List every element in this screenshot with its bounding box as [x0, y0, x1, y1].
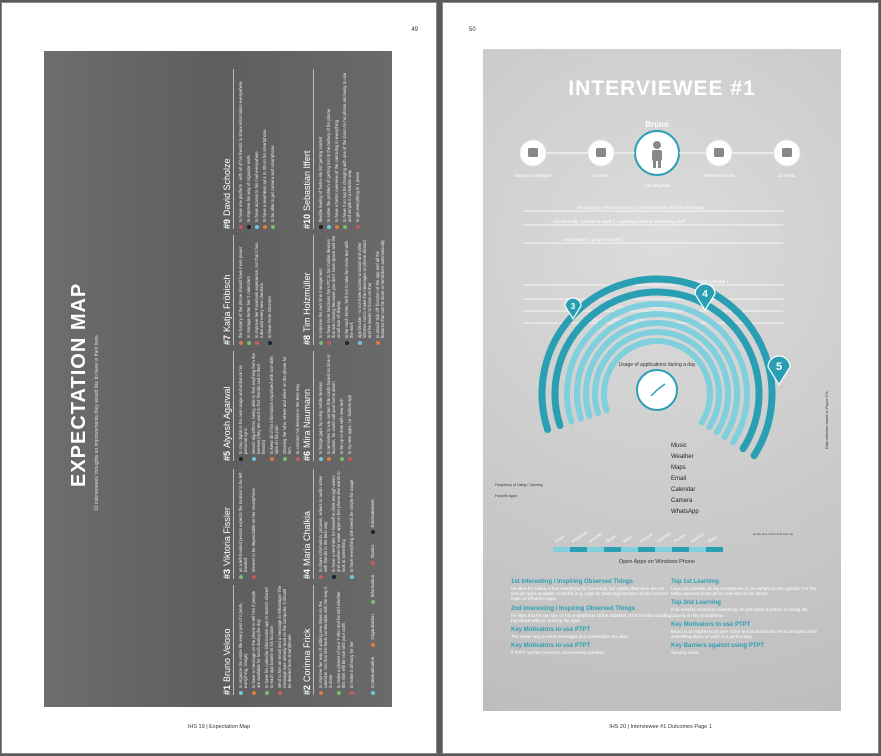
expectation-text: to solve the problem of getting lost in the battery of his phone — [326, 108, 331, 222]
attribute-glyph — [528, 148, 538, 157]
frequency-label: 1-2 min. ( private ): checking weather — [609, 305, 685, 310]
bar-segment — [672, 547, 689, 552]
expectation-text: to have his calendar information app in Munich shared to each app based on his location — [264, 587, 274, 688]
interviewee-panel — [483, 49, 841, 711]
attribute-item — [588, 140, 614, 178]
person-age: Age 30 years — [643, 183, 671, 188]
finding-heading: Key Motivators to use PTPT — [671, 621, 751, 628]
expectation-text: to make it all easy for her — [349, 641, 354, 688]
expectation-text: app blocker - to not have access to social and other internet, not to make the messages or phone distract and he needs to focus on that — [357, 240, 372, 338]
expectation-text: the battery of the phone should have more power — [238, 246, 243, 338]
expectation-text: showing the 'who, where and when' on the phone for him — [282, 356, 292, 454]
legend-label: Organization — [370, 614, 375, 640]
findings-right — [671, 579, 821, 659]
expectation-text: to be much better, he'll not to take fun more text with the work — [344, 241, 354, 338]
attribute-glyph — [714, 148, 724, 157]
expectation-text: to get everything in 1 place — [355, 171, 360, 222]
bar-segment — [604, 547, 621, 552]
person-name-text: Katja Fröbisch — [222, 274, 232, 332]
category-dot — [252, 575, 256, 579]
category-dot — [278, 691, 282, 695]
bar-note: as the size of the dots from as — [753, 532, 794, 536]
person-name — [222, 469, 234, 579]
finding-text: Bruno is an experienced user of the technical devices. He is annoyed when something does not work in a perfect way. — [671, 628, 818, 640]
category-dot — [332, 575, 336, 579]
person-column — [302, 235, 388, 345]
expectation-item — [318, 585, 333, 695]
map-title: EXPECTATION MAP — [68, 282, 90, 487]
category-dot — [327, 341, 331, 345]
frequency-marker — [565, 298, 581, 319]
person-number: #2 — [302, 684, 312, 695]
side-note: Data collection based on Figure 17a — [825, 391, 829, 449]
expectation-text: to reminder to use certain little cards based on time or location, he could call your home alarm — [326, 354, 336, 454]
category-dot — [255, 225, 259, 229]
app-label: Weather — [671, 454, 694, 460]
page-footer: IHS 19 | Expectation Map — [187, 724, 251, 730]
expectation-text: to have a reminder for herself to drink enough water, and another for water apps on her phone she wants to look at something — [331, 471, 346, 572]
expectation-text: to organize his entire life every part of it (work, everything, image) — [238, 602, 248, 688]
expectation-item — [375, 235, 385, 345]
person-name — [222, 69, 234, 229]
usage-infographic — [483, 49, 841, 569]
category-dot — [319, 457, 323, 461]
category-dot — [327, 225, 331, 229]
category-dot — [327, 457, 331, 461]
category-dot — [319, 691, 323, 695]
legend-item — [370, 499, 375, 534]
attribute-item — [774, 140, 800, 178]
bar-label: Email — [553, 533, 565, 544]
expectation-item — [262, 69, 267, 229]
finding-heading: Key Motivators to use PTPT — [511, 627, 591, 634]
attribute-item — [514, 140, 553, 178]
person-name — [302, 69, 314, 229]
category-dot — [348, 457, 352, 461]
expectation-text: to attach 'tick off' function of the app and all the features that can be done or reminders automatically — [375, 240, 385, 338]
attribute-item — [704, 140, 735, 178]
expectation-text: send to him an email and a message in Whatsapp! The message was already read on the computer, it should be deleted from smartphone! — [277, 585, 292, 688]
finding-heading: Key Barriers against using PTPT — [671, 643, 765, 650]
bar-label: Skype — [604, 533, 617, 544]
expectation-text: to have more functions from PC to his mobile devices that are missing because you don't have space and the small size of display — [326, 235, 341, 338]
expectation-text: to keep all of his information organized with sort-able tabs on his part — [269, 356, 279, 454]
category-dot — [239, 341, 243, 345]
person-name-text: Sebastian Iffert — [302, 150, 312, 211]
app-label: Maps — [671, 465, 686, 471]
person-column — [222, 69, 278, 229]
finding-heading: 1st Interesting / Inspiring Observed Things — [511, 579, 634, 585]
expectation-text: to connect his devices in the best way — [295, 383, 300, 454]
category-dot — [319, 341, 323, 345]
category-dot — [255, 341, 259, 345]
legend-item — [370, 614, 375, 647]
category-dot — [319, 575, 323, 579]
person-name — [222, 585, 234, 695]
person-name-text: Viktoria Fissler — [222, 507, 232, 566]
person-column — [222, 469, 259, 579]
category-dot — [283, 457, 287, 461]
expectation-text: to have one platform - with all of his friends to share information everywhere — [238, 81, 243, 222]
person-name — [302, 235, 314, 345]
person-name — [222, 351, 234, 461]
expectation-text: to improve her Facebook experience, not that it has rules and every new checkins — [254, 242, 264, 338]
person-name-text: Mira Naumann — [302, 388, 312, 448]
expectation-item — [318, 351, 323, 461]
bar-segment — [587, 547, 604, 552]
legend-item — [370, 544, 375, 564]
expectation-item — [251, 469, 256, 579]
expectation-item — [277, 585, 292, 695]
expectation-item — [326, 235, 341, 345]
expectation-item — [238, 585, 248, 695]
person-column — [222, 351, 303, 461]
expectation-item — [339, 351, 344, 461]
expectation-item — [344, 235, 354, 345]
expectation-item — [349, 585, 354, 695]
person-number: #5 — [222, 450, 232, 461]
map-legend — [370, 499, 375, 695]
person-number: #8 — [302, 334, 312, 345]
expectation-item — [326, 351, 336, 461]
app-label: Calendar — [671, 487, 696, 493]
expectation-text: to stay digital in his own usage and enhance his personal sync — [238, 365, 248, 454]
person-name — [222, 235, 234, 345]
category-dot — [239, 225, 243, 229]
expectation-text: internet to be dependable on her smartphone — [251, 488, 256, 572]
category-dot — [239, 691, 243, 695]
bar-label: Photos — [672, 532, 686, 544]
attribute-label: Interactive Designer — [513, 173, 553, 178]
person-number: #3 — [222, 568, 232, 579]
bar-segment — [689, 547, 706, 552]
app-label: WhatsApp — [671, 509, 699, 515]
person-name-text: Corinna Frick — [302, 628, 312, 682]
bar-label: Music — [621, 533, 634, 544]
frequency-label: occasionally ( private & work ): capturing notes & interesting stuff — [553, 219, 685, 224]
expectation-text: to improve her way of adding new dates on the calendar. Not that she feels comfortable with the way it is done — [318, 586, 333, 688]
expectation-item — [251, 351, 266, 461]
expectation-item — [254, 69, 259, 229]
frequency-label: private — [674, 293, 688, 298]
person-name-text: David Scholze — [222, 158, 232, 216]
person-column — [222, 235, 275, 345]
category-dot — [239, 457, 243, 461]
expectation-item — [238, 235, 243, 345]
bar-label: WhatsApp — [570, 529, 589, 544]
attribute-glyph — [596, 148, 606, 157]
finding-heading: Top 2nd Learning — [671, 600, 721, 607]
category-dot — [343, 225, 347, 229]
finding-text: Uses his calendar on the smartphone to see what's on the agenda. For the tasks overview looks at his calendar on the laptop. — [671, 586, 817, 597]
finding-text: If he need to memorize something, he just takes a picture on using the camera on his smartphone. — [671, 607, 808, 618]
attribute-glyph — [782, 148, 792, 157]
bar-caption: Open Apps on Windows Phone — [618, 559, 696, 565]
marker-number: 3 — [570, 302, 576, 311]
category-dot — [358, 341, 362, 345]
expectation-text: to be able to get camera and smartphone — [270, 145, 275, 222]
interviewee-title: INTERVIEWEE #1 — [568, 77, 756, 100]
expectation-item — [238, 69, 243, 229]
frequency-label: during work ( private & work ) — [585, 317, 645, 322]
expectation-text: to improve his own time management — [318, 268, 323, 338]
frequency-label: occasionally ( private & work ) — [562, 237, 624, 242]
finding-heading: Key Motivators to use PTPT — [511, 643, 591, 650]
category-dot — [340, 457, 344, 461]
category-dot — [376, 341, 380, 345]
app-label: Music — [671, 443, 687, 449]
legend-label: Information — [370, 574, 375, 598]
category-dot — [319, 225, 323, 229]
legend-item — [370, 657, 375, 695]
expectation-text: to manage better her 2 calendars — [246, 276, 251, 338]
legend-dot — [371, 561, 375, 565]
person-number: #10 — [302, 213, 312, 229]
expectation-text: to improve his way of organize work — [246, 155, 251, 222]
category-dot — [268, 341, 272, 345]
finding-text: The easier way to send messages and systematize the data. — [511, 634, 629, 640]
expectation-item — [355, 69, 360, 229]
expectation-item — [334, 69, 339, 229]
legend-frequency: Frequency of Using / Opening — [495, 483, 543, 487]
bar-segment — [621, 547, 638, 552]
page-number: 50 — [469, 27, 476, 33]
findings-left — [511, 579, 671, 659]
marker-number: 5 — [775, 361, 783, 373]
expectation-item — [349, 469, 354, 579]
expectation-text: to have more structure — [267, 296, 272, 338]
finding-text: If PTPT set him free from unnecessary activities. — [511, 650, 606, 656]
bar-segment — [655, 547, 672, 552]
category-dot — [247, 341, 251, 345]
person-group — [545, 120, 789, 188]
expectation-text: to share information, pictures, videos or audio notes with friends in the best way — [318, 475, 328, 572]
legend-label: Basics — [370, 544, 375, 558]
expectation-text: to have access to his mail everywhere — [254, 151, 259, 222]
expectation-item — [326, 69, 331, 229]
expectation-text: to bridge gaps by using mobile devices — [318, 381, 323, 454]
expectation-text: to be up to date with new tech — [339, 398, 344, 454]
expectation-item — [318, 469, 328, 579]
person-name-text: Maria Chalkia — [302, 510, 312, 566]
usage-arcs — [495, 205, 829, 515]
person-column — [302, 469, 357, 579]
category-dot — [296, 457, 300, 461]
category-dot — [345, 341, 349, 345]
expectation-text: flexible feeling of 'hell-o-ido list' getting started — [318, 136, 323, 222]
expectation-item — [251, 585, 261, 695]
expectation-text: to make a picture of your T-shirt and be told whether this shirt will be nice with your outfit — [336, 591, 346, 688]
expectation-text: to try new apps, i.e. fashion app — [347, 394, 352, 454]
category-dot — [252, 691, 256, 695]
bar-segment — [570, 547, 587, 552]
person-name-text: Bruno Veloso — [222, 628, 232, 682]
legend-label: Communication — [370, 656, 375, 688]
attribute-label: Windows phone — [703, 173, 735, 178]
bar-segment — [706, 547, 723, 552]
attribute-label: Lecturer — [593, 173, 609, 178]
expectation-item — [238, 469, 248, 579]
category-dot — [270, 457, 274, 461]
person-number: #1 — [222, 684, 232, 695]
expectation-item — [336, 585, 346, 695]
right-page — [442, 2, 879, 754]
legend-dot — [371, 600, 375, 604]
bar-label: Calendar — [655, 530, 672, 544]
expectation-text: to have a message on the phone to tell him if people are available for lunch during the day — [251, 590, 261, 688]
expectation-item — [282, 351, 292, 461]
person-number: #6 — [302, 450, 312, 461]
expectation-item — [246, 235, 251, 345]
person-name-text: Tim Holzmüller — [302, 272, 312, 332]
legend-favorite: Favorite Apps — [495, 494, 517, 498]
app-label: Email — [671, 476, 687, 482]
app-label: Camera — [671, 498, 693, 504]
finding-text: Security issue. — [671, 650, 700, 656]
category-dot — [271, 225, 275, 229]
expectation-text: to have everything she needs be simple for usage — [349, 479, 354, 572]
expectation-map-rotated — [44, 51, 392, 707]
legend-dot — [371, 691, 375, 695]
person-name: Bruno — [645, 120, 669, 129]
legend-label: Entertainment — [370, 499, 375, 528]
expectation-item — [254, 235, 264, 345]
expectation-item — [270, 69, 275, 229]
expectation-item — [238, 351, 248, 461]
category-dot — [265, 691, 269, 695]
person-name — [302, 351, 314, 461]
expectation-text: to have a seamless sync to 3D on his smartphone — [262, 129, 267, 222]
bar-label: Maps — [706, 534, 718, 544]
expectation-text: to have a better overview of the canceling in everything — [334, 119, 339, 222]
category-dot — [350, 691, 354, 695]
finding-heading: Top 1st Learning — [671, 579, 719, 585]
person-column — [302, 585, 357, 695]
page-footer: IHS 20 | Interviewee #1 Outcomes Page 1 — [609, 724, 712, 730]
category-dot — [239, 575, 243, 579]
person-name — [302, 585, 314, 695]
person-name-text: Alyosh Agarwal — [222, 386, 232, 448]
finding-heading: 2nd Interesting / Inspiring Observed Things — [511, 605, 636, 612]
map-subtitle: 10 interviewees' thoughts on improvements they would like to have in their lives — [94, 335, 100, 511]
marker-number: 4 — [702, 289, 708, 300]
expectation-map-panel — [44, 51, 392, 707]
bar-label: Weather — [587, 531, 603, 544]
person-number: #4 — [302, 568, 312, 579]
expectation-item — [318, 69, 323, 229]
expectation-item — [295, 351, 300, 461]
category-dot — [335, 225, 339, 229]
expectation-text: to have it on top for changing with one of the icons on his phone and easy to use and simple in a realistic way — [342, 72, 352, 222]
person-number: #7 — [222, 334, 232, 345]
frequency-label: frequently ( private & work ): communication and file exchange — [577, 205, 705, 210]
legend-dot — [371, 530, 375, 534]
bar-segment — [553, 547, 570, 552]
category-dot — [247, 225, 251, 229]
expectation-item — [267, 235, 272, 345]
expectation-item — [318, 235, 323, 345]
legend-item — [370, 575, 375, 605]
expectation-text: search algorithms, being able to find anything from the internet (they are used to find friends and in their friends) — [251, 353, 266, 454]
category-dot — [350, 575, 354, 579]
frequency-label: depends on account ( private ) — [665, 279, 729, 284]
expectation-item — [347, 351, 352, 461]
left-page — [1, 2, 437, 754]
person-name — [302, 469, 314, 579]
category-dot — [263, 225, 267, 229]
legend-dot — [371, 643, 375, 647]
expectation-item — [342, 69, 352, 229]
expectation-item — [331, 469, 346, 579]
category-dot — [252, 457, 256, 461]
finding-text: He likes his Nokia. It has everything for his needs, but admits that there are not enough apps available on Nokia (e.g. Apps for planning) because all are focused more on iPhone's apps. — [511, 586, 668, 602]
expectation-item — [246, 69, 251, 229]
bar-label: Bamboo — [689, 531, 705, 544]
center-label: Usage of applications during a day — [618, 362, 696, 368]
person-number: #9 — [222, 218, 232, 229]
page-number: 49 — [411, 27, 418, 33]
bar-segment — [638, 547, 655, 552]
category-dot — [337, 691, 341, 695]
category-dot — [356, 225, 360, 229]
app-bar — [553, 529, 794, 565]
expectation-item — [357, 235, 372, 345]
person-column — [302, 351, 355, 461]
expectation-item — [269, 351, 279, 461]
expectation-item — [264, 585, 274, 695]
person-column — [302, 69, 363, 229]
person-column — [222, 585, 295, 695]
expectation-text: as a left-handed person expects the location to be left-handed — [238, 471, 248, 572]
bar-label: Camera — [638, 531, 654, 544]
attribute-label: 2x iPads — [778, 173, 796, 178]
finding-text: He likes that he can see on his smartphone all the activities of his friends including Facebook without opening the apps. — [511, 612, 671, 623]
